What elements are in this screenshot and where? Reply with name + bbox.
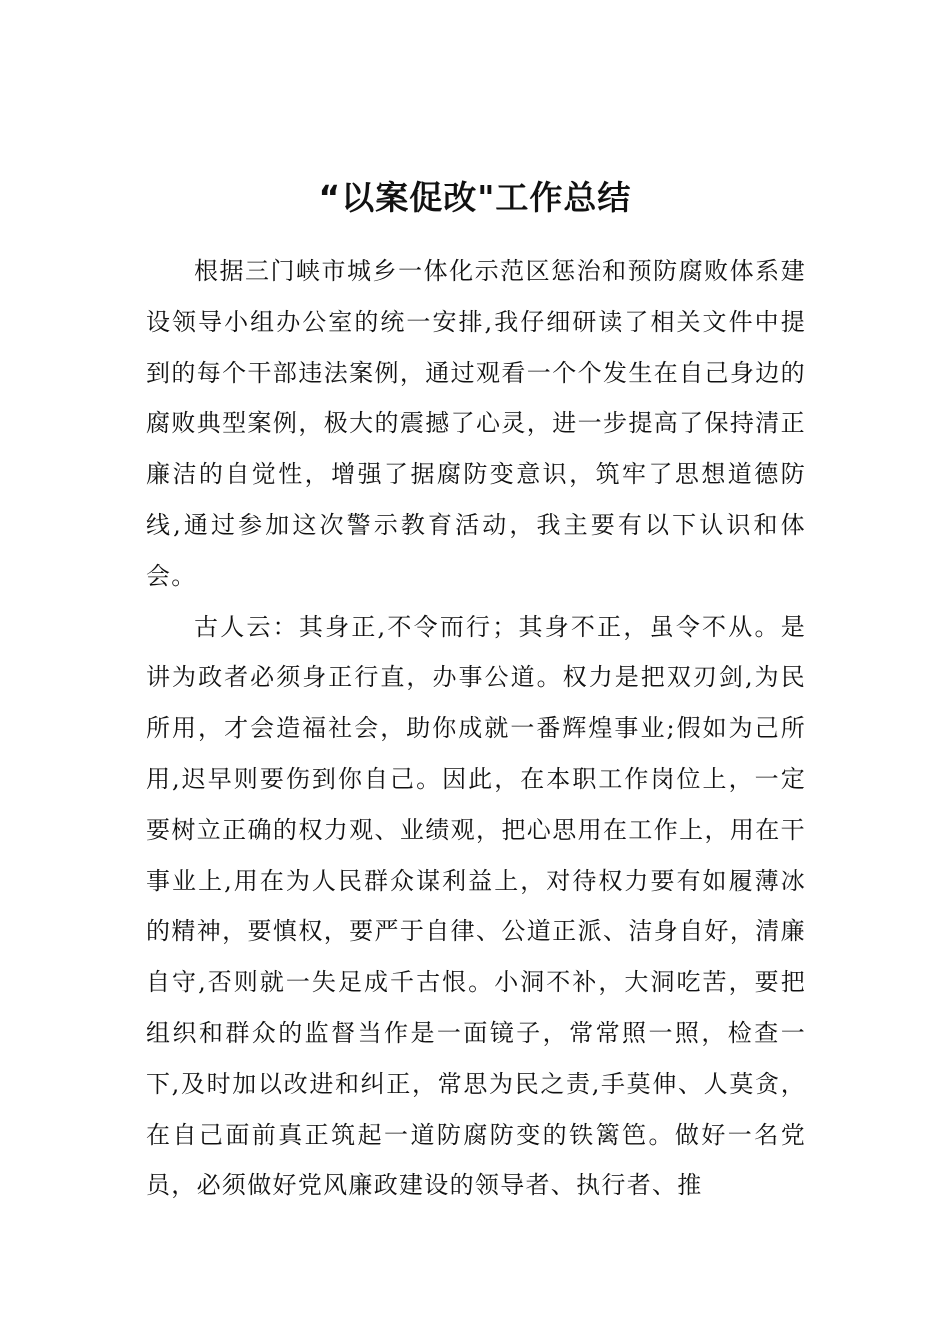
- document-title: “以案促改"工作总结: [318, 178, 632, 217]
- document-body: [146, 246, 806, 1211]
- paragraph-quote: 古人云：其身正,不令而行；其身不正，虽令不从。是讲为政者必须身正行直，办事公道。权力是把双刃剑,为民所用，才会造福社会，助你成就一番辉煌事业;假如为己所用,迟早则要伤到你自己。因此，在本职工作岗位上，一定要树立正确的权力观、业绩观，把心思用在工作上，用在干事业上,用在为人民群众谋利益上，对待权力要有如履薄冰的精神，要慎权，要严于自律、公道正派、洁身自好，清廉自守,否则就一失足成千古恨。小洞不补，大洞吃苦，要把组织和群众的监督当作是一面镜子，常常照一照，检查一下,及时加以改进和纠正，常思为民之责,手莫伸、人莫贪，在自己面前真正筑起一道防腐防变的铁篱笆。做好一名党员，必须做好党风廉政建设的领导者、执行者、推: [146, 612, 806, 1200]
- paragraph-intro: 根据三门峡市城乡一体化示范区惩治和预防腐败体系建设领导小组办公室的统一安排,我仔细研读了相关文件中提到的每个干部违法案例，通过观看一个个发生在自己身边的腐败典型案例，极大的震撼了心灵，进一步提高了保持清正廉洁的自觉性，增强了据腐防变意识，筑牢了思想道德防线,通过参加这次警示教育活动，我主要有以下认识和体会。: [146, 257, 806, 590]
